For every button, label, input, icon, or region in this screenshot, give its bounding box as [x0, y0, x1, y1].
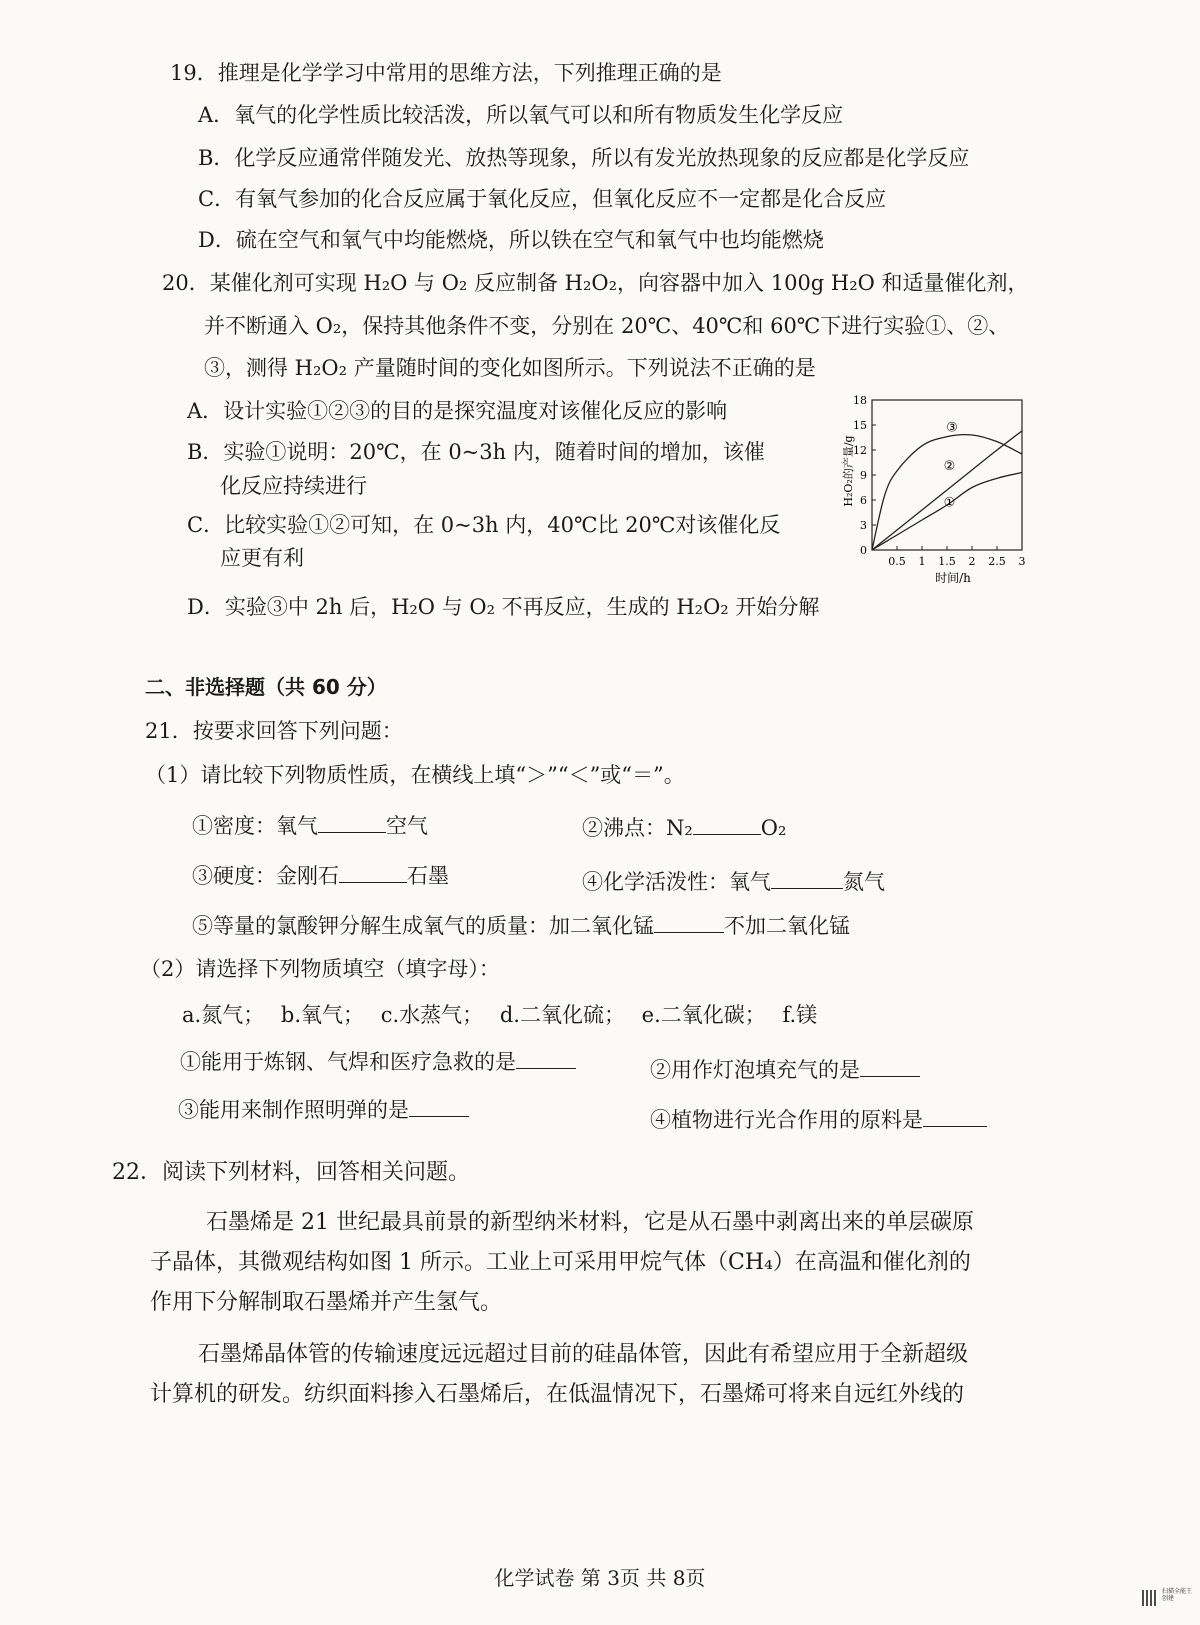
- y-axis-label: H₂O₂的产量/g: [842, 435, 855, 507]
- q21-choices: [182, 1000, 817, 1030]
- q21-p1-item-5: [192, 910, 850, 941]
- q20-stem-line-1: 20．某催化剂可实现 H₂O 与 O₂ 反应制备 H₂O₂，向容器中加入 100g H₂O 和适量催化剂，: [162, 271, 1029, 295]
- q22-p2-line-2: 计算机的研发。纺织面料掺入石墨烯后，在低温情况下，石墨烯可将来自远红外线的: [150, 1382, 965, 1407]
- q19-option-d: D．硫在空气和氧气中均能燃烧，所以铁在空气和氧气中也均能燃烧: [198, 228, 824, 252]
- q21-p1-item-3-post: 石墨: [407, 864, 449, 888]
- choice-f: f.镁: [782, 1003, 818, 1027]
- answer-blank[interactable]: [923, 1104, 987, 1127]
- q20-option-b-cont: 化反应持续进行: [220, 474, 367, 498]
- q22-p1-line-2: 子晶体，其微观结构如图 1 所示。工业上可采用甲烷气体（CH₄）在高温和催化剂的: [150, 1250, 971, 1275]
- choice-b: b.氧气；: [280, 1003, 365, 1027]
- q22-paragraph-1: [150, 1203, 1070, 1323]
- q20-option-b: B．实验①说明：20℃，在 0~3h 内，随着时间的增加，该催: [187, 440, 765, 464]
- q21-p1-item-2-post: O₂: [760, 816, 787, 840]
- q21-p1-item-4-pre: ④化学活泼性：氧气: [582, 870, 771, 894]
- choice-d: d.二氧化硫；: [499, 1003, 625, 1027]
- y-tick-label: 12: [853, 444, 867, 457]
- section-2-title: 二、非选择题（共 60 分）: [145, 675, 387, 699]
- y-tick-label: 6: [860, 494, 867, 507]
- q19-option-c: C．有氧气参加的化合反应属于氧化反应，但氧化反应不一定都是化合反应: [198, 187, 887, 211]
- x-tick-label: 2.5: [988, 555, 1006, 568]
- answer-blank[interactable]: [693, 812, 761, 835]
- series-line-2: [872, 431, 1022, 550]
- q21-p1-item-1: [192, 810, 428, 841]
- y-tick-label: 0: [860, 544, 867, 557]
- page-footer: 化学试卷 第 3页 共 8页: [494, 1566, 706, 1590]
- q21-p2-item-2-text: ②用作灯泡填充气的是: [650, 1058, 860, 1082]
- x-tick-label: 3: [1018, 555, 1026, 568]
- answer-blank[interactable]: [654, 910, 724, 933]
- q21-p2-item-2: [650, 1054, 920, 1085]
- q21-p2-item-3: [178, 1094, 469, 1125]
- q20-stem-line-3: ③，测得 H₂O₂ 产量随时间的变化如图所示。下列说法不正确的是: [204, 356, 816, 380]
- answer-blank[interactable]: [339, 860, 407, 883]
- scanner-watermark: 扫描全能王 创建: [1162, 1588, 1193, 1602]
- choice-c: c.水蒸气；: [380, 1003, 484, 1027]
- q21-p2-item-4: [650, 1104, 987, 1135]
- x-tick-label: 2: [968, 555, 976, 568]
- answer-blank[interactable]: [409, 1094, 469, 1117]
- q20-option-a: A．设计实验①②③的目的是探究温度对该催化反应的影响: [187, 399, 728, 423]
- h2o2-yield-chart: [840, 396, 1070, 611]
- q21-p1-item-4: [582, 866, 885, 897]
- qr-code-icon: [1142, 1590, 1158, 1606]
- q20-option-c: C．比较实验①②可知，在 0~3h 内，40℃比 20℃对该催化反: [187, 513, 781, 537]
- q21-p1-item-5-post: 不加二氧化锰: [724, 914, 850, 938]
- q21-p1-item-5-pre: ⑤等量的氯酸钾分解生成氧气的质量：加二氧化锰: [192, 914, 654, 938]
- choice-a: a.氮气；: [182, 1003, 265, 1027]
- q21-stem: 21．按要求回答下列问题：: [145, 719, 403, 743]
- y-tick-label: 18: [853, 394, 867, 407]
- q21-p1-item-4-post: 氮气: [843, 870, 885, 894]
- q21-p1-item-2-pre: ②沸点：N₂: [582, 816, 693, 840]
- q21-p1-item-3-pre: ③硬度：金刚石: [192, 864, 339, 888]
- q21-p2-item-1-text: ①能用于炼钢、气焊和医疗急救的是: [180, 1050, 516, 1074]
- x-axis-label: 时间/h: [935, 571, 971, 585]
- answer-blank[interactable]: [516, 1046, 576, 1069]
- answer-blank[interactable]: [771, 866, 843, 889]
- series-label-1: ①: [943, 495, 956, 511]
- q22-p1-line-3: 作用下分解制取石墨烯并产生氢气。: [150, 1290, 503, 1315]
- q21-p1-item-1-pre: ①密度：氧气: [192, 814, 318, 838]
- q19-option-a: A．氧气的化学性质比较活泼，所以氧气可以和所有物质发生化学反应: [198, 103, 844, 127]
- x-tick-label: 1: [918, 555, 926, 568]
- x-tick-label: 1.5: [938, 555, 956, 568]
- q21-p2-item-1: [180, 1046, 576, 1077]
- q19-option-b: B．化学反应通常伴随发光、放热等现象，所以有发光放热现象的反应都是化学反应: [198, 146, 970, 170]
- answer-blank[interactable]: [318, 810, 386, 833]
- answer-blank[interactable]: [860, 1054, 920, 1077]
- q22-paragraph-2: [150, 1335, 1070, 1415]
- series-label-3: ③: [946, 420, 958, 436]
- q21-p1-item-1-post: 空气: [386, 814, 428, 838]
- y-tick-label: 15: [853, 419, 867, 432]
- q21-part2-title: （2）请选择下列物质填空（填字母）：: [140, 957, 500, 981]
- choice-e: e.二氧化碳；: [641, 1003, 766, 1027]
- q20-option-c-cont: 应更有利: [220, 546, 304, 570]
- q20-option-d: D．实验③中 2h 后，H₂O 与 O₂ 不再反应，生成的 H₂O₂ 开始分解: [187, 595, 820, 619]
- y-tick-label: 3: [860, 519, 867, 532]
- q22-stem: 22．阅读下列材料，回答相关问题。: [112, 1160, 470, 1185]
- x-tick-label: 0.5: [888, 555, 906, 568]
- series-label-2: ②: [943, 459, 956, 474]
- q22-p1-line-1: 石墨烯是 21 世纪最具前景的新型纳米材料，它是从石墨中剥离出来的单层碳原: [206, 1210, 974, 1235]
- h2o2-yield-chart-svg: [840, 396, 1070, 611]
- q21-part1-title: （1）请比较下列物质性质，在横线上填“＞”“＜”或“＝”。: [145, 763, 685, 787]
- q21-p2-item-3-text: ③能用来制作照明弹的是: [178, 1098, 409, 1122]
- series-line-1: [872, 473, 1022, 551]
- y-tick-label: 9: [860, 469, 867, 482]
- q19-stem: 19．推理是化学学习中常用的思维方法，下列推理正确的是: [170, 61, 722, 85]
- q22-p2-line-1: 石墨烯晶体管的传输速度远远超过目前的硅晶体管，因此有希望应用于全新超级: [198, 1342, 969, 1367]
- q21-p1-item-3: [192, 860, 449, 891]
- q20-stem-line-2: 并不断通入 O₂，保持其他条件不变，分别在 20℃、40℃和 60℃下进行实验①、②、: [204, 314, 1010, 338]
- q21-p2-item-4-text: ④植物进行光合作用的原料是: [650, 1108, 923, 1132]
- q21-p1-item-2: [582, 812, 786, 843]
